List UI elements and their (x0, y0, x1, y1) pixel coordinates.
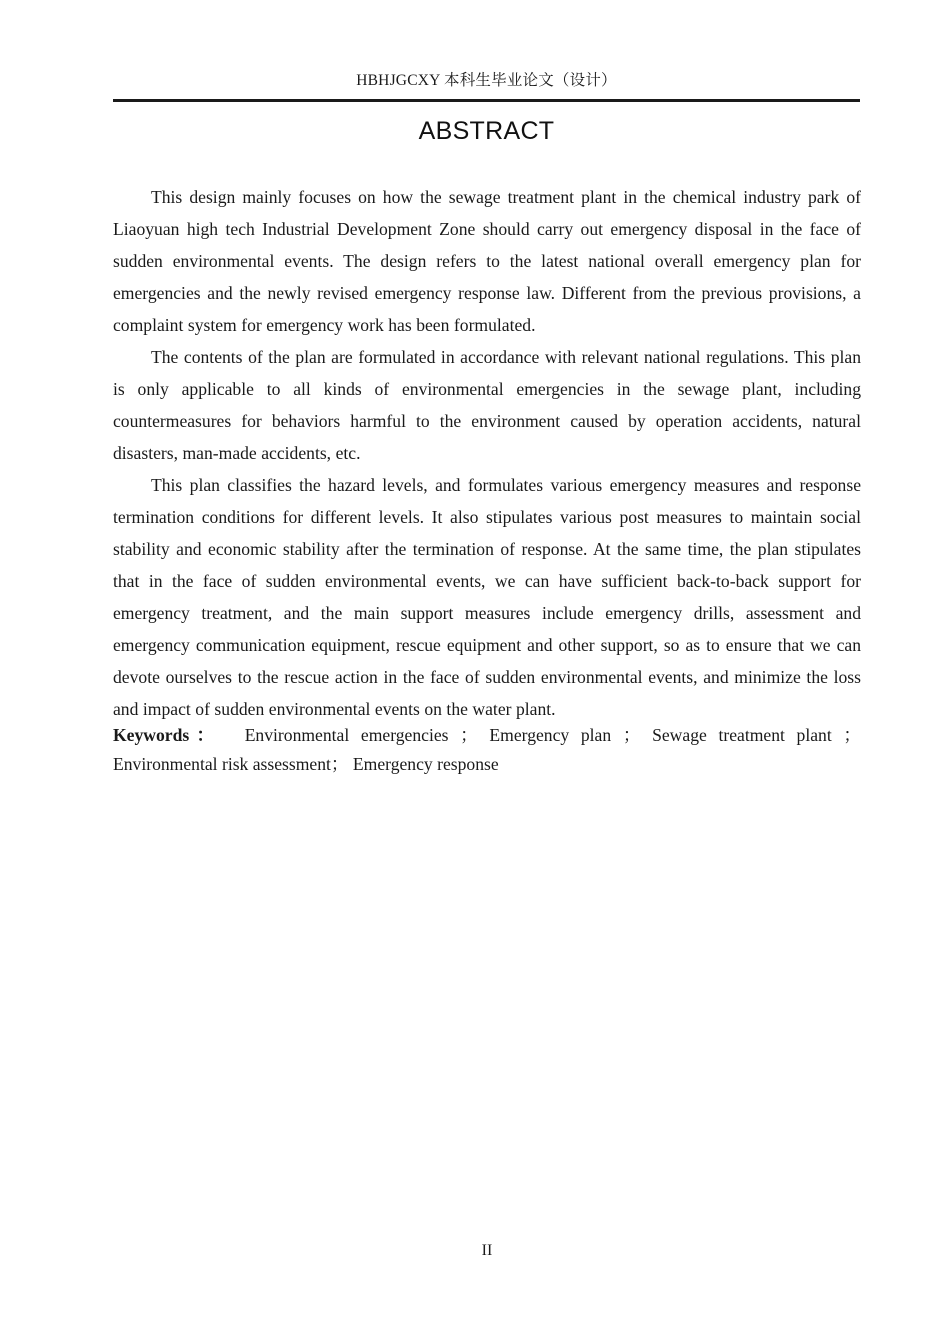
abstract-body (113, 181, 861, 725)
header-rule-divider (113, 99, 860, 102)
running-header-text: HBHJGCXY 本科生毕业论文（设计） (356, 72, 617, 89)
keywords-line-1 (113, 721, 861, 750)
keywords-label-colon: ： (189, 725, 222, 745)
abstract-paragraph-1: This design mainly focuses on how the sewage treatment plant in the chemical industry park of Liaoyuan high tech Industrial Development Zone should carry out emergency disposal in the face of sudden environmental events. The design refers to the latest national overall emergency plan for emergencies and the newly revised emergency response law. Different from the previous provisions, a complaint system for emergency work has been formulated. (113, 187, 861, 335)
page-title: ABSTRACT (418, 117, 555, 145)
page-number: II (481, 1242, 493, 1259)
keywords-terms-line-1: Environmental emergencies ； Emergency plan ； Sewage treatment plant ； (244, 725, 861, 745)
keywords-line-2: Environmental risk assessment； Emergency response (113, 754, 499, 774)
abstract-paragraph-2: The contents of the plan are formulated in accordance with relevant national regulations. This plan is only applicable to all kinds of environmental emergencies in the sewage plant, including countermeasures for behaviors harmful to the environment caused by operation accidents, natural disasters, man-made accidents, etc. (113, 347, 861, 463)
abstract-paragraph-3: This plan classifies the hazard levels, and formulates various emergency measures and response termination conditions for different levels. It also stipulates various post measures to maintain social stability and economic stability after the termination of response. At the same time, the plan stipulates that in the face of sudden environmental events, we can have sufficient back-to-back support for emergency treatment, and the main support measures include emergency drills, assessment and emergency communication equipment, rescue equipment and other support, so as to ensure that we can devote ourselves to the rescue action in the face of sudden environmental events, and minimize the loss and impact of sudden environmental events on the water plant. (113, 475, 861, 719)
running-header (113, 71, 860, 91)
keywords-section (113, 721, 861, 779)
keywords-label: Keywords (113, 725, 190, 745)
